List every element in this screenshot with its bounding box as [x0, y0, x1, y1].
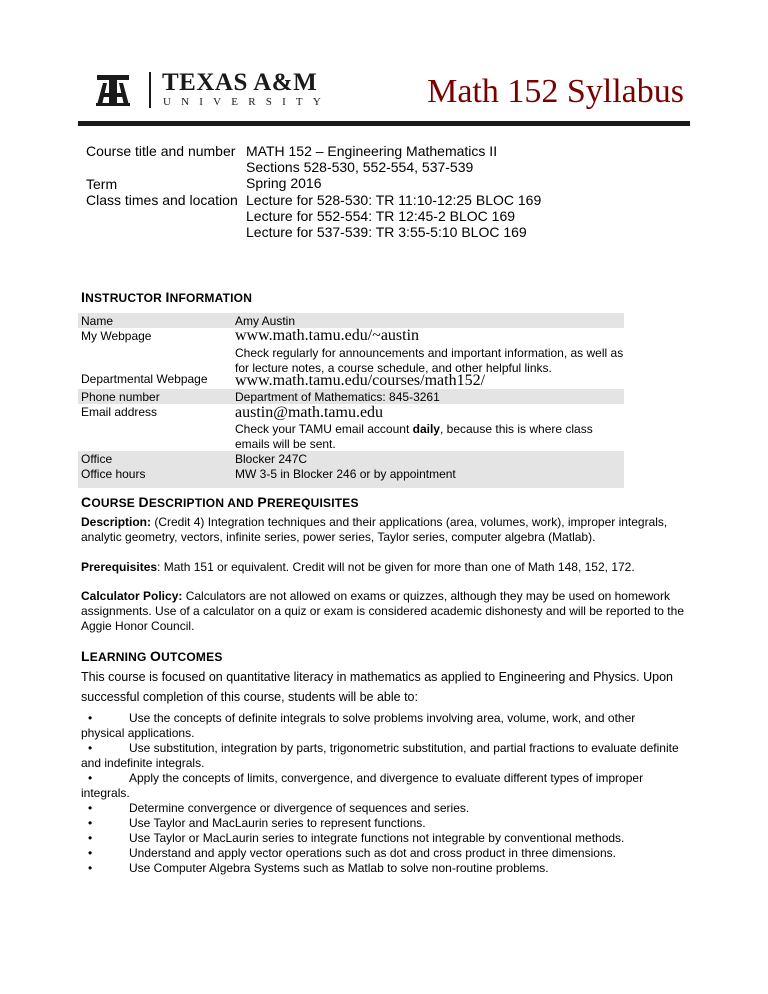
list-item: • Use the concepts of definite integrals to solve problems involving area, volume, work, and other physical applications. — [81, 711, 636, 740]
term-label: Term — [86, 176, 118, 192]
office-hours-label: Office hours — [81, 467, 146, 481]
email-note: Check your TAMU email account daily, because this is where class emails will be sent. — [235, 422, 593, 451]
term-value: Spring 2016 — [246, 175, 322, 191]
name-value: Amy Austin — [235, 314, 296, 328]
bullet-icon: • — [88, 741, 93, 755]
outcomes-intro: This course is focused on quantitative literacy in mathematics as applied to Engineering and Physics. Upon successful completion of this course, students will be able to: — [81, 670, 673, 704]
prerequisites-paragraph: Prerequisites: Math 151 or equivalent. Credit will not be given for more than one of Math 148, 152, 172. — [81, 560, 635, 574]
list-item: • Understand and apply vector operations such as dot and cross product in three dimensions. — [88, 846, 616, 860]
bullet-icon: • — [88, 711, 93, 725]
name-label: Name — [81, 314, 114, 328]
header-rule — [78, 121, 690, 126]
bullet-icon: • — [88, 846, 93, 860]
course-sections: Sections 528-530, 552-554, 537-539 — [246, 159, 474, 175]
webpage-note: Check regularly for announcements and important information, as well as for lecture notes, a course schedule, and other helpful links. — [235, 346, 624, 375]
instructor-heading: INSTRUCTOR INFORMATION — [81, 289, 253, 305]
class-times-label: Class times and location — [86, 192, 238, 208]
lecture-item: Lecture for 528-530: TR 11:10-12:25 BLOC 169 — [246, 192, 542, 208]
list-item: • Determine convergence or divergence of sequences and series. — [88, 801, 470, 815]
logo-wordmark: TEXAS A&M — [162, 69, 318, 96]
atm-logo-icon — [96, 73, 130, 107]
list-item: • Apply the concepts of limits, convergence, and divergence to evaluate different types of improper integrals. — [81, 771, 644, 800]
email-link[interactable]: austin@math.tamu.edu — [235, 404, 384, 421]
email-label: Email address — [81, 405, 158, 419]
bullet-icon: • — [88, 831, 93, 845]
lecture-item: Lecture for 552-554: TR 12:45-2 BLOC 169 — [246, 208, 516, 224]
table-row-bg — [78, 313, 624, 328]
list-item: • Use Taylor and MacLaurin series to represent functions. — [88, 816, 426, 830]
dept-webpage-label: Departmental Webpage — [81, 372, 208, 386]
phone-label: Phone number — [81, 390, 160, 404]
calculator-policy-paragraph: Calculator Policy: Calculators are not allowed on exams or quizzes, although they may be used on homework assignments. Use of a calculator on a quiz or exam is considered academic dishonesty and will be reported to the Aggie Honor Council. — [81, 589, 684, 633]
phone-value: Department of Mathematics: 845-3261 — [235, 390, 440, 404]
course-title-label: Course title and number — [86, 143, 236, 159]
bullet-icon: • — [88, 816, 93, 830]
dept-webpage-link[interactable]: www.math.tamu.edu/courses/math152/ — [235, 372, 486, 389]
logo-divider — [149, 72, 151, 108]
webpage-label: My Webpage — [81, 329, 152, 343]
bullet-icon: • — [88, 771, 93, 785]
outcomes-heading: LEARNING OUTCOMES — [81, 648, 223, 664]
list-item: • Use substitution, integration by parts, trigonometric substitution, and partial fractions to evaluate definite and indefinite integrals. — [81, 741, 679, 770]
description-paragraph: Description: (Credit 4) Integration techniques and their applications (area, volumes, work), improper integrals, analytic geometry, vectors, infinite series, power series, Taylor series, computer algebra (Matlab). — [81, 515, 668, 544]
office-label: Office — [81, 452, 113, 466]
bullet-icon: • — [88, 861, 93, 875]
description-heading: COURSE DESCRIPTION AND PREREQUISITES — [81, 494, 359, 510]
logo-university: UNIVERSITY — [163, 96, 331, 108]
office-value: Blocker 247C — [235, 452, 308, 466]
bullet-icon: • — [88, 801, 93, 815]
lecture-item: Lecture for 537-539: TR 3:55-5:10 BLOC 169 — [246, 224, 527, 240]
page-title: Math 152 Syllabus — [427, 73, 684, 110]
list-item: • Use Taylor or MacLaurin series to integrate functions not integrable by conventional methods. — [88, 831, 625, 845]
list-item: • Use Computer Algebra Systems such as Matlab to solve non-routine problems. — [88, 861, 549, 875]
webpage-link[interactable]: www.math.tamu.edu/~austin — [235, 327, 420, 344]
course-title-value: MATH 152 – Engineering Mathematics II — [246, 143, 498, 159]
office-hours-value: MW 3-5 in Blocker 246 or by appointment — [235, 467, 456, 481]
outcomes-list — [81, 711, 681, 876]
